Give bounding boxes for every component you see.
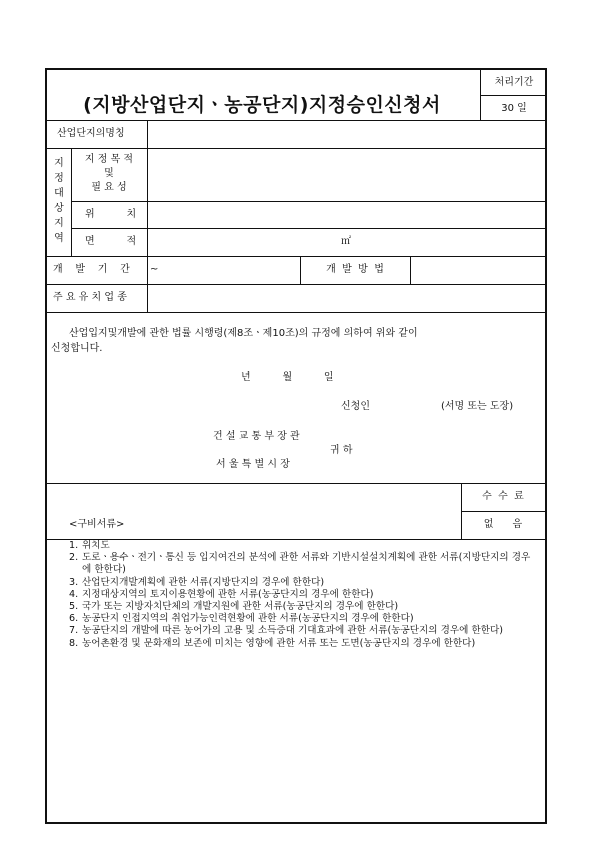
development-period-label: 개 발 기 간 [53,264,130,275]
divider [47,312,545,313]
recipient-seoul: 서 울 특 별 시 장 [216,459,290,470]
date-line: 년 월 일 [241,372,334,383]
signature-label: (서명 또는 도장) [441,401,514,412]
purpose-label: 및 [104,168,114,179]
divider [461,511,545,512]
honorific: 귀 하 [330,445,353,456]
purpose-label: 필 요 성 [91,182,127,193]
applicant-label: 신청인 [341,401,370,412]
list-item: 5. 국가 또는 지방자치단체의 개발지원에 관한 서류(농공단지의 경우에 한한다) [69,601,399,613]
statement-text: 신청합니다. [51,343,103,354]
list-item: 1. 위치도 [69,540,110,551]
development-method-label: 개 발 방 법 [326,264,384,275]
list-item: 2. 도로ㆍ용수ㆍ전기ㆍ통신 등 입지여건의 분석에 관한 서류와 기반시설설치계획에 관한 서류(지방단지의 경우에 한한다) [69,552,531,576]
divider [480,95,545,96]
divider [47,483,545,484]
list-item: 3. 산업단지개발계획에 관한 서류(지방단지의 경우에 한한다) [69,576,325,588]
fee-value: 없 음 [483,519,523,530]
development-period-value: ~ [150,264,159,275]
divider [71,228,545,229]
area-unit: ㎡ [341,236,351,247]
main-industry-label: 주 요 유 치 업 종 [53,292,127,303]
area-label: 면 적 [85,236,137,247]
divider [47,148,545,149]
list-item: 6. 농공단지 인접지역의 취업가능인력현황에 관한 서류(농공단지의 경우에 한한다) [69,613,414,625]
processing-period-value: 30 일 [501,103,527,114]
complex-name-label: 산업단지의명칭 [57,128,125,139]
application-form: (지방산업단지ㆍ농공단지)지정승인신청서 처리기간 30 일 산업단지의명칭 지 정 대 상 지 역 지 정 목 적 및 필 요 성 위 치 면 적 ㎡ 개 발 기 간 ~ 개 발 방 법 주 요 유 치 업 종 산업입지및개발에 관한 법률 시행령(제8조ㆍ제10조)의 규정에 의하여 위와 같이 신청합니다. 년 월 일 신청인 (서명 또는 도장) 건 설 교 통 부 장 관 귀 하 서 울 특 별 시 장 수 수 료 없 음 <구비서류> 1. 위치도 2. 도로ㆍ용수ㆍ전기ㆍ통신 등 입지여건의 분석에 관한 서류와 기반시설설치계획에 관한 서류(지방단지의 경우에 한한다) 3. 산업단지개발계획에 관한 서류(지방단지의 경우에 한한다) 4. 지정대상지역의 토지이용현황에 관한 서류(농공단지의 경우에 한한다) 5. 국가 또는 지방자치단체의 개발지원에 관한 서류(농공단지의 경우에 한한다) 6. 농공단지 인접지역의 취업가능인력현황에 관한 서류(농공단지의 경우에 한한다) 7. 농공단지의 개발에 따른 농어가의 고용 및 소득증대 기대효과에 관한 서류(농공단지의 경우에 한한다) 8. 농어촌환경 및 문화재의 보존에 미치는 영향에 관한 서류 또는 도면(농공단지의 경우에 한한다) [45,68,547,824]
processing-period-label: 처리기간 [494,77,534,88]
divider [47,284,545,285]
fee-label: 수 수 료 [482,491,524,502]
divider [71,201,545,202]
purpose-label: 지 정 목 적 [84,154,134,165]
location-label: 위 치 [85,209,137,220]
list-item: 7. 농공단지의 개발에 따른 농어가의 고용 및 소득증대 기대효과에 관한 서류(농공단지의 경우에 한한다) [69,625,503,637]
list-item: 4. 지정대상지역의 토지이용현황에 관한 서류(농공단지의 경우에 한한다) [69,588,374,600]
divider [410,256,411,284]
form-title: (지방산업단지ㆍ농공단지)지정승인신청서 [83,94,441,116]
divider [47,256,545,257]
required-documents-list [69,540,539,650]
divider [47,120,545,121]
divider [147,120,148,312]
recipient-ministry: 건 설 교 통 부 장 관 [213,431,300,442]
statement-text: 산업입지및개발에 관한 법률 시행령(제8조ㆍ제10조)의 규정에 의하여 위와 같이 [69,328,418,339]
required-documents-heading: <구비서류> [69,519,125,530]
list-item: 8. 농어촌환경 및 문화재의 보존에 미치는 영향에 관한 서류 또는 도면(농공단지의 경우에 한한다) [69,637,476,649]
divider [480,70,481,120]
